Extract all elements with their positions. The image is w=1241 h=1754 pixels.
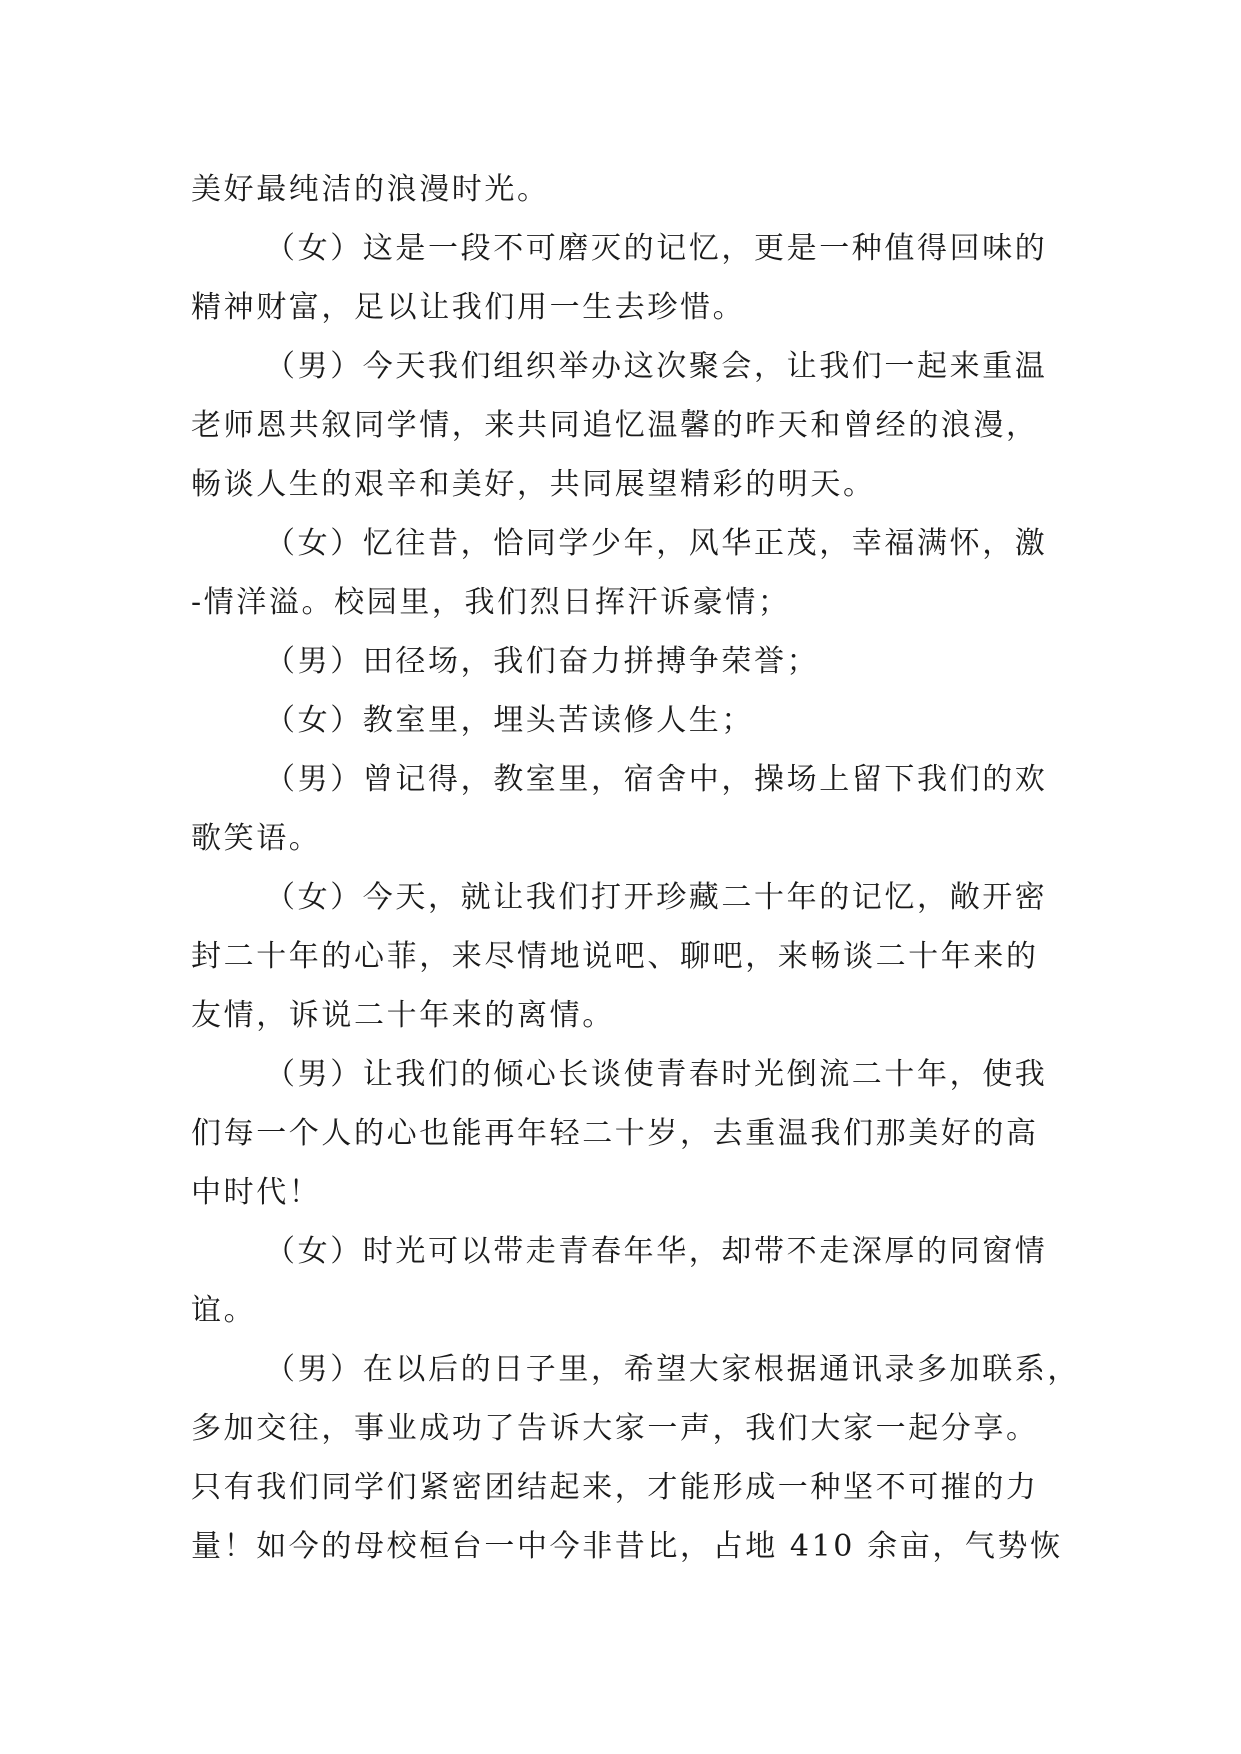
paragraph-first-line: （女）时光可以带走青春年华，却带不走深厚的同窗情: [265, 1234, 1048, 1269]
text-line: 量！如今的母校桓台一中今非昔比，占地 410 余亩，气势恢: [191, 1529, 1063, 1564]
text-line: 美好最纯洁的浪漫时光。: [191, 172, 550, 207]
text-line: 友情，诉说二十年来的离情。: [191, 998, 615, 1033]
text-line: 畅谈人生的艰辛和美好，共同展望精彩的明天。: [191, 467, 876, 502]
text-line: 们每一个人的心也能再年轻二十岁，去重温我们那美好的高: [191, 1116, 1039, 1151]
paragraph-first-line: （女）今天，就让我们打开珍藏二十年的记忆，敞开密: [265, 880, 1048, 915]
paragraph-first-line: （男）今天我们组织举办这次聚会，让我们一起来重温: [265, 349, 1048, 384]
text-line: 中时代！: [191, 1175, 322, 1210]
paragraph-first-line: （女）教室里，埋头苦读修人生；: [265, 703, 754, 738]
text-line: 歌笑语。: [191, 821, 322, 856]
text-line: 谊。: [191, 1293, 257, 1328]
text-line: 封二十年的心菲，来尽情地说吧、聊吧，来畅谈二十年来的: [191, 939, 1039, 974]
text-line: 老师恩共叙同学情，来共同追忆温馨的昨天和曾经的浪漫，: [191, 408, 1039, 443]
body-text: [191, 160, 1080, 1576]
paragraph-first-line: （女）忆往昔，恰同学少年，风华正茂，幸福满怀，激: [265, 526, 1048, 561]
text-line: 精神财富，足以让我们用一生去珍惜。: [191, 290, 746, 325]
text-line: 多加交往，事业成功了告诉大家一声，我们大家一起分享。: [191, 1411, 1039, 1446]
text-line: 只有我们同学们紧密团结起来，才能形成一种坚不可摧的力: [191, 1470, 1039, 1505]
paragraph-first-line: （男）曾记得，教室里，宿舍中，操场上留下我们的欢: [265, 762, 1048, 797]
text-line: -情洋溢。校园里，我们烈日挥汗诉豪情；: [191, 585, 791, 620]
paragraph-first-line: （男）在以后的日子里，希望大家根据通讯录多加联系，: [265, 1352, 1080, 1387]
paragraph-first-line: （男）田径场，我们奋力拼搏争荣誉；: [265, 644, 820, 679]
paragraph-first-line: （女）这是一段不可磨灭的记忆，更是一种值得回味的: [265, 231, 1048, 266]
paragraph-first-line: （男）让我们的倾心长谈使青春时光倒流二十年，使我: [265, 1057, 1048, 1092]
